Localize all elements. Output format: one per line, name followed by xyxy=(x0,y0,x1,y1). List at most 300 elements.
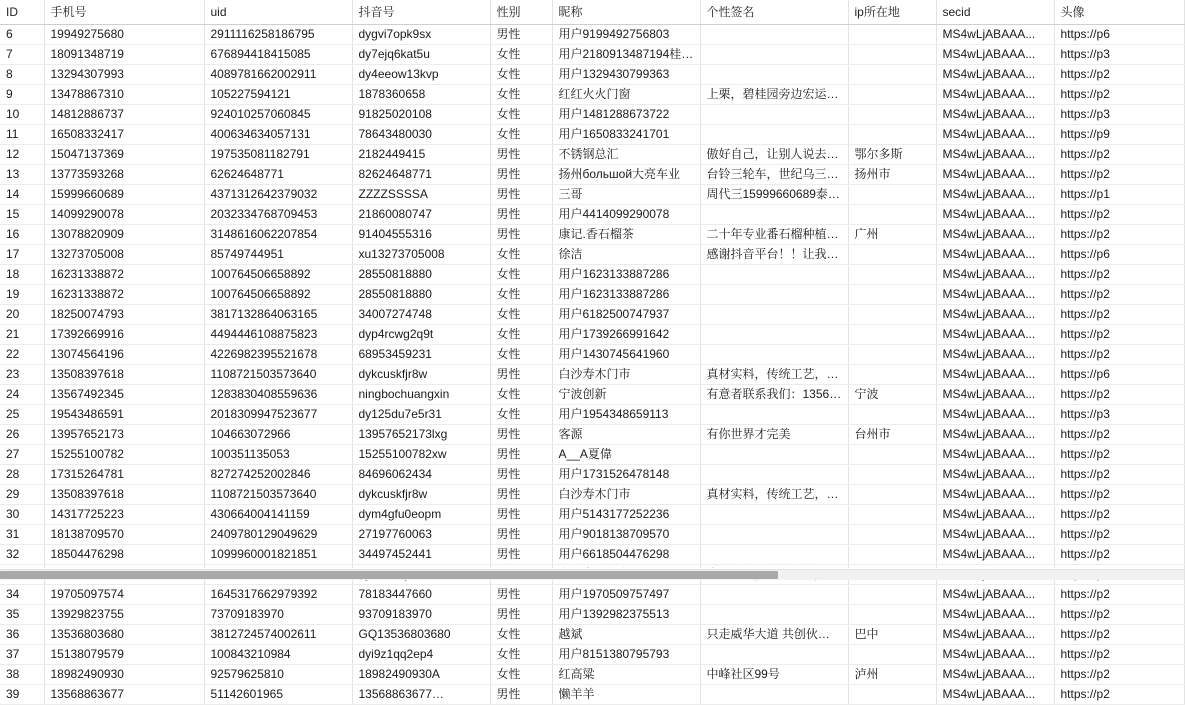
cell-sign[interactable]: 感谢抖音平台！！让我… xyxy=(700,245,848,265)
cell-douyin[interactable]: dygvi7opk9sx xyxy=(352,25,490,45)
cell-ip[interactable] xyxy=(848,205,936,225)
cell-avatar[interactable]: https://p6 xyxy=(1054,25,1184,45)
cell-gender[interactable]: 女性 xyxy=(490,85,552,105)
cell-ip[interactable]: 泸州 xyxy=(848,665,936,685)
horizontal-scrollbar-thumb[interactable] xyxy=(0,571,778,579)
table-row[interactable] xyxy=(0,685,1184,705)
cell-secid[interactable]: MS4wLjABAAA... xyxy=(936,265,1054,285)
cell-ip[interactable] xyxy=(848,65,936,85)
cell-secid[interactable]: MS4wLjABAAA... xyxy=(936,245,1054,265)
cell-nick[interactable]: 用户1392982375513 xyxy=(552,605,700,625)
cell-sign[interactable] xyxy=(700,405,848,425)
cell-nick[interactable]: 用户9199492756803 xyxy=(552,25,700,45)
cell-sign[interactable]: 真材实料，传统工艺，… xyxy=(700,485,848,505)
table-row[interactable] xyxy=(0,25,1184,45)
cell-secid[interactable]: MS4wLjABAAA... xyxy=(936,225,1054,245)
cell-avatar[interactable]: https://p3 xyxy=(1054,405,1184,425)
cell-uid[interactable]: 827274252002846 xyxy=(204,465,352,485)
cell-avatar[interactable]: https://p2 xyxy=(1054,605,1184,625)
cell-secid[interactable]: MS4wLjABAAA... xyxy=(936,405,1054,425)
cell-secid[interactable]: MS4wLjABAAA... xyxy=(936,525,1054,545)
cell-gender[interactable]: 男性 xyxy=(490,25,552,45)
cell-avatar[interactable]: https://p2 xyxy=(1054,225,1184,245)
column-header-uid[interactable]: uid xyxy=(204,0,352,25)
cell-id[interactable]: 14 xyxy=(0,185,44,205)
cell-secid[interactable]: MS4wLjABAAA... xyxy=(936,585,1054,605)
cell-gender[interactable]: 男性 xyxy=(490,445,552,465)
cell-nick[interactable]: 白沙寿木门市 xyxy=(552,365,700,385)
cell-avatar[interactable]: https://p2 xyxy=(1054,545,1184,565)
cell-nick[interactable]: 用户1731526478148 xyxy=(552,465,700,485)
cell-ip[interactable] xyxy=(848,125,936,145)
cell-nick[interactable]: 用户1430745641960 xyxy=(552,345,700,365)
cell-id[interactable]: 30 xyxy=(0,505,44,525)
table-row[interactable] xyxy=(0,605,1184,625)
cell-sign[interactable]: 周代三15999660689泰… xyxy=(700,185,848,205)
cell-secid[interactable]: MS4wLjABAAA... xyxy=(936,365,1054,385)
cell-nick[interactable]: 用户1954348659113 xyxy=(552,405,700,425)
cell-douyin[interactable]: 78643480030 xyxy=(352,125,490,145)
cell-douyin[interactable]: dykcuskfjr8w xyxy=(352,365,490,385)
cell-gender[interactable]: 男性 xyxy=(490,165,552,185)
cell-gender[interactable]: 男性 xyxy=(490,425,552,445)
cell-nick[interactable]: 用户5143177252236 xyxy=(552,505,700,525)
table-row[interactable] xyxy=(0,665,1184,685)
cell-uid[interactable]: 105227594121 xyxy=(204,85,352,105)
cell-gender[interactable]: 男性 xyxy=(490,545,552,565)
cell-uid[interactable]: 73709183970 xyxy=(204,605,352,625)
cell-douyin[interactable]: dym4gfu0eopm xyxy=(352,505,490,525)
cell-ip[interactable] xyxy=(848,485,936,505)
cell-douyin[interactable]: dyi9z1qq2ep4 xyxy=(352,645,490,665)
cell-douyin[interactable]: 84696062434 xyxy=(352,465,490,485)
cell-douyin[interactable]: dy4eeow13kvp xyxy=(352,65,490,85)
cell-gender[interactable]: 女性 xyxy=(490,625,552,645)
cell-douyin[interactable]: dy125du7e5r31 xyxy=(352,405,490,425)
cell-secid[interactable]: MS4wLjABAAA... xyxy=(936,205,1054,225)
cell-secid[interactable]: MS4wLjABAAA... xyxy=(936,665,1054,685)
cell-phone[interactable]: 13294307993 xyxy=(44,65,204,85)
cell-ip[interactable] xyxy=(848,585,936,605)
cell-uid[interactable]: 100764506658892 xyxy=(204,265,352,285)
cell-sign[interactable] xyxy=(700,45,848,65)
cell-phone[interactable]: 19949275680 xyxy=(44,25,204,45)
cell-avatar[interactable]: https://p2 xyxy=(1054,65,1184,85)
table-row[interactable] xyxy=(0,125,1184,145)
cell-gender[interactable]: 女性 xyxy=(490,305,552,325)
cell-ip[interactable] xyxy=(848,545,936,565)
cell-id[interactable]: 26 xyxy=(0,425,44,445)
cell-avatar[interactable]: https://p2 xyxy=(1054,525,1184,545)
horizontal-scrollbar[interactable] xyxy=(0,569,1184,580)
cell-phone[interactable]: 19543486591 xyxy=(44,405,204,425)
cell-ip[interactable] xyxy=(848,325,936,345)
cell-avatar[interactable]: https://p2 xyxy=(1054,85,1184,105)
cell-uid[interactable]: 1645317662979392 xyxy=(204,585,352,605)
cell-sign[interactable] xyxy=(700,265,848,285)
cell-phone[interactable]: 13929823755 xyxy=(44,605,204,625)
cell-ip[interactable] xyxy=(848,365,936,385)
cell-avatar[interactable]: https://p1 xyxy=(1054,185,1184,205)
cell-uid[interactable]: 924010257060845 xyxy=(204,105,352,125)
cell-douyin[interactable]: ningbochuangxin xyxy=(352,385,490,405)
column-header-ip[interactable]: ip所在地 xyxy=(848,0,936,25)
cell-gender[interactable]: 男性 xyxy=(490,365,552,385)
cell-id[interactable]: 7 xyxy=(0,45,44,65)
cell-douyin[interactable]: 27197760063 xyxy=(352,525,490,545)
cell-sign[interactable] xyxy=(700,105,848,125)
cell-douyin[interactable]: xu13273705008 xyxy=(352,245,490,265)
cell-ip[interactable]: 广州 xyxy=(848,225,936,245)
cell-sign[interactable]: 真材实料，传统工艺，… xyxy=(700,365,848,385)
cell-sign[interactable] xyxy=(700,645,848,665)
cell-id[interactable]: 17 xyxy=(0,245,44,265)
column-header-secid[interactable]: secid xyxy=(936,0,1054,25)
cell-nick[interactable]: 用户1650833241701 xyxy=(552,125,700,145)
cell-uid[interactable]: 400634634057131 xyxy=(204,125,352,145)
cell-douyin[interactable]: 13568863677… xyxy=(352,685,490,705)
cell-phone[interactable]: 16508332417 xyxy=(44,125,204,145)
column-header-gender[interactable]: 性别 xyxy=(490,0,552,25)
cell-gender[interactable]: 女性 xyxy=(490,385,552,405)
cell-id[interactable]: 36 xyxy=(0,625,44,645)
cell-id[interactable]: 27 xyxy=(0,445,44,465)
cell-phone[interactable]: 19705097574 xyxy=(44,585,204,605)
cell-phone[interactable]: 13536803680 xyxy=(44,625,204,645)
cell-sign[interactable]: 傲好自己，让别人说去… xyxy=(700,145,848,165)
cell-douyin[interactable]: 82624648771 xyxy=(352,165,490,185)
cell-nick[interactable]: 康记.香石榴茶 xyxy=(552,225,700,245)
cell-phone[interactable]: 18091348719 xyxy=(44,45,204,65)
table-row[interactable] xyxy=(0,105,1184,125)
table-row[interactable] xyxy=(0,145,1184,165)
cell-phone[interactable]: 13074564196 xyxy=(44,345,204,365)
cell-ip[interactable] xyxy=(848,305,936,325)
cell-sign[interactable] xyxy=(700,445,848,465)
cell-sign[interactable] xyxy=(700,125,848,145)
cell-ip[interactable] xyxy=(848,245,936,265)
cell-id[interactable]: 39 xyxy=(0,685,44,705)
column-header-nick[interactable]: 昵称 xyxy=(552,0,700,25)
cell-id[interactable]: 34 xyxy=(0,585,44,605)
cell-ip[interactable] xyxy=(848,105,936,125)
cell-uid[interactable]: 1108721503573640 xyxy=(204,485,352,505)
cell-secid[interactable]: MS4wLjABAAA... xyxy=(936,685,1054,705)
cell-sign[interactable] xyxy=(700,65,848,85)
cell-sign[interactable] xyxy=(700,685,848,705)
cell-douyin[interactable]: dyp4rcwg2q9t xyxy=(352,325,490,345)
table-row[interactable] xyxy=(0,525,1184,545)
cell-secid[interactable]: MS4wLjABAAA... xyxy=(936,125,1054,145)
cell-sign[interactable] xyxy=(700,525,848,545)
cell-sign[interactable] xyxy=(700,325,848,345)
cell-ip[interactable] xyxy=(848,25,936,45)
cell-nick[interactable]: 用户6618504476298 xyxy=(552,545,700,565)
cell-gender[interactable]: 女性 xyxy=(490,405,552,425)
table-row[interactable] xyxy=(0,65,1184,85)
cell-douyin[interactable]: 13957652173lxg xyxy=(352,425,490,445)
cell-phone[interactable]: 17315264781 xyxy=(44,465,204,485)
cell-avatar[interactable]: https://p2 xyxy=(1054,165,1184,185)
cell-nick[interactable]: 不锈钢总汇 xyxy=(552,145,700,165)
cell-secid[interactable]: MS4wLjABAAA... xyxy=(936,105,1054,125)
cell-sign[interactable] xyxy=(700,585,848,605)
cell-phone[interactable]: 13508397618 xyxy=(44,365,204,385)
cell-avatar[interactable]: https://p2 xyxy=(1054,625,1184,645)
cell-id[interactable]: 13 xyxy=(0,165,44,185)
cell-nick[interactable]: 用户1329430799363 xyxy=(552,65,700,85)
cell-nick[interactable]: 用户1623133887286 xyxy=(552,285,700,305)
cell-phone[interactable]: 13567492345 xyxy=(44,385,204,405)
cell-phone[interactable]: 17392669916 xyxy=(44,325,204,345)
cell-phone[interactable]: 14317725223 xyxy=(44,505,204,525)
cell-avatar[interactable]: https://p2 xyxy=(1054,685,1184,705)
cell-uid[interactable]: 2032334768709453 xyxy=(204,205,352,225)
cell-avatar[interactable]: https://p2 xyxy=(1054,285,1184,305)
table-row[interactable] xyxy=(0,185,1184,205)
cell-gender[interactable]: 女性 xyxy=(490,45,552,65)
cell-ip[interactable] xyxy=(848,525,936,545)
cell-douyin[interactable]: 15255100782xw xyxy=(352,445,490,465)
table-row[interactable] xyxy=(0,225,1184,245)
cell-douyin[interactable]: 93709183970 xyxy=(352,605,490,625)
cell-phone[interactable]: 18982490930 xyxy=(44,665,204,685)
cell-gender[interactable]: 女性 xyxy=(490,285,552,305)
cell-ip[interactable] xyxy=(848,645,936,665)
cell-ip[interactable]: 台州市 xyxy=(848,425,936,445)
table-row[interactable] xyxy=(0,285,1184,305)
table-row[interactable] xyxy=(0,325,1184,345)
cell-nick[interactable]: 用户1623133887286 xyxy=(552,265,700,285)
table-row[interactable] xyxy=(0,645,1184,665)
cell-phone[interactable]: 13568863677 xyxy=(44,685,204,705)
cell-uid[interactable]: 1099960001821851 xyxy=(204,545,352,565)
cell-uid[interactable]: 3817132864063165 xyxy=(204,305,352,325)
cell-ip[interactable] xyxy=(848,185,936,205)
cell-douyin[interactable]: 34007274748 xyxy=(352,305,490,325)
cell-avatar[interactable]: https://p2 xyxy=(1054,325,1184,345)
cell-sign[interactable]: 上栗，碧桂园旁边宏运… xyxy=(700,85,848,105)
cell-id[interactable]: 15 xyxy=(0,205,44,225)
cell-nick[interactable]: 越斌 xyxy=(552,625,700,645)
cell-douyin[interactable]: 34497452441 xyxy=(352,545,490,565)
cell-nick[interactable]: 宁波创新 xyxy=(552,385,700,405)
cell-ip[interactable]: 巴中 xyxy=(848,625,936,645)
cell-phone[interactable]: 15138079579 xyxy=(44,645,204,665)
cell-phone[interactable]: 13273705008 xyxy=(44,245,204,265)
cell-secid[interactable]: MS4wLjABAAA... xyxy=(936,45,1054,65)
cell-avatar[interactable]: https://p9 xyxy=(1054,125,1184,145)
cell-gender[interactable]: 女性 xyxy=(490,665,552,685)
cell-uid[interactable]: 1283830408559636 xyxy=(204,385,352,405)
cell-avatar[interactable]: https://p2 xyxy=(1054,645,1184,665)
table-row[interactable] xyxy=(0,245,1184,265)
cell-ip[interactable] xyxy=(848,465,936,485)
cell-ip[interactable] xyxy=(848,45,936,65)
table-row[interactable] xyxy=(0,205,1184,225)
cell-ip[interactable] xyxy=(848,445,936,465)
cell-phone[interactable]: 14099290078 xyxy=(44,205,204,225)
table-row[interactable] xyxy=(0,345,1184,365)
table-row[interactable] xyxy=(0,305,1184,325)
cell-nick[interactable]: 扬州большой大亮车业 xyxy=(552,165,700,185)
cell-id[interactable]: 9 xyxy=(0,85,44,105)
cell-uid[interactable]: 1108721503573640 xyxy=(204,365,352,385)
cell-secid[interactable]: MS4wLjABAAA... xyxy=(936,645,1054,665)
cell-ip[interactable] xyxy=(848,505,936,525)
cell-gender[interactable]: 女性 xyxy=(490,345,552,365)
cell-secid[interactable]: MS4wLjABAAA... xyxy=(936,185,1054,205)
cell-avatar[interactable]: https://p2 xyxy=(1054,345,1184,365)
table-row[interactable] xyxy=(0,165,1184,185)
cell-id[interactable]: 19 xyxy=(0,285,44,305)
cell-uid[interactable]: 92579625810 xyxy=(204,665,352,685)
cell-id[interactable]: 10 xyxy=(0,105,44,125)
cell-gender[interactable]: 男性 xyxy=(490,605,552,625)
cell-avatar[interactable]: https://p2 xyxy=(1054,665,1184,685)
cell-nick[interactable]: 用户6182500747937 xyxy=(552,305,700,325)
cell-ip[interactable] xyxy=(848,685,936,705)
table-row[interactable] xyxy=(0,405,1184,425)
cell-avatar[interactable]: https://p3 xyxy=(1054,105,1184,125)
cell-id[interactable]: 12 xyxy=(0,145,44,165)
table-row[interactable] xyxy=(0,365,1184,385)
cell-douyin[interactable]: dy7ejq6kat5u xyxy=(352,45,490,65)
cell-secid[interactable]: MS4wLjABAAA... xyxy=(936,545,1054,565)
cell-uid[interactable]: 62624648771 xyxy=(204,165,352,185)
cell-id[interactable]: 31 xyxy=(0,525,44,545)
cell-douyin[interactable]: 91825020108 xyxy=(352,105,490,125)
cell-phone[interactable]: 16231338872 xyxy=(44,285,204,305)
table-row[interactable] xyxy=(0,585,1184,605)
cell-douyin[interactable]: dykcuskfjr8w xyxy=(352,485,490,505)
cell-nick[interactable]: 用户1481288673722 xyxy=(552,105,700,125)
cell-phone[interactable]: 13078820909 xyxy=(44,225,204,245)
cell-douyin[interactable]: GQ13536803680 xyxy=(352,625,490,645)
cell-avatar[interactable]: https://p2 xyxy=(1054,465,1184,485)
table-row[interactable] xyxy=(0,505,1184,525)
cell-sign[interactable]: 有你世界才完美 xyxy=(700,425,848,445)
cell-nick[interactable]: 用户9018138709570 xyxy=(552,525,700,545)
cell-phone[interactable]: 18250074793 xyxy=(44,305,204,325)
cell-id[interactable]: 6 xyxy=(0,25,44,45)
cell-uid[interactable]: 4226982395521678 xyxy=(204,345,352,365)
cell-avatar[interactable]: https://p2 xyxy=(1054,385,1184,405)
cell-phone[interactable]: 16231338872 xyxy=(44,265,204,285)
cell-uid[interactable]: 2911116258186795 xyxy=(204,25,352,45)
cell-avatar[interactable]: https://p2 xyxy=(1054,425,1184,445)
cell-sign[interactable]: 只走威华大道 共创伙… xyxy=(700,625,848,645)
cell-gender[interactable]: 女性 xyxy=(490,125,552,145)
cell-ip[interactable] xyxy=(848,265,936,285)
cell-id[interactable]: 23 xyxy=(0,365,44,385)
cell-uid[interactable]: 100843210984 xyxy=(204,645,352,665)
cell-id[interactable]: 35 xyxy=(0,605,44,625)
cell-avatar[interactable]: https://p2 xyxy=(1054,585,1184,605)
cell-secid[interactable]: MS4wLjABAAA... xyxy=(936,445,1054,465)
column-header-avatar[interactable]: 头像 xyxy=(1054,0,1184,25)
cell-nick[interactable]: 用户1739266991642 xyxy=(552,325,700,345)
cell-id[interactable]: 25 xyxy=(0,405,44,425)
cell-id[interactable]: 8 xyxy=(0,65,44,85)
cell-id[interactable]: 37 xyxy=(0,645,44,665)
cell-gender[interactable]: 男性 xyxy=(490,485,552,505)
cell-sign[interactable] xyxy=(700,465,848,485)
cell-uid[interactable]: 2018309947523677 xyxy=(204,405,352,425)
cell-secid[interactable]: MS4wLjABAAA... xyxy=(936,485,1054,505)
cell-sign[interactable]: 台铃三轮车，世纪乌三… xyxy=(700,165,848,185)
cell-douyin[interactable]: ZZZZSSSSA xyxy=(352,185,490,205)
cell-sign[interactable] xyxy=(700,285,848,305)
cell-sign[interactable]: 有意者联系我们：1356… xyxy=(700,385,848,405)
cell-uid[interactable]: 676894418415085 xyxy=(204,45,352,65)
table-row[interactable] xyxy=(0,465,1184,485)
cell-sign[interactable]: 中峰社区99号 xyxy=(700,665,848,685)
cell-uid[interactable]: 430664004141159 xyxy=(204,505,352,525)
cell-douyin[interactable]: 91404555316 xyxy=(352,225,490,245)
cell-uid[interactable]: 3148616062207854 xyxy=(204,225,352,245)
cell-secid[interactable]: MS4wLjABAAA... xyxy=(936,65,1054,85)
cell-nick[interactable]: A__A夏偉 xyxy=(552,445,700,465)
cell-uid[interactable]: 197535081182791 xyxy=(204,145,352,165)
cell-id[interactable]: 11 xyxy=(0,125,44,145)
cell-sign[interactable] xyxy=(700,545,848,565)
cell-avatar[interactable]: https://p2 xyxy=(1054,305,1184,325)
cell-nick[interactable]: 懒羊羊 xyxy=(552,685,700,705)
cell-uid[interactable]: 3812724574002611 xyxy=(204,625,352,645)
cell-gender[interactable]: 男性 xyxy=(490,685,552,705)
cell-avatar[interactable]: https://p2 xyxy=(1054,205,1184,225)
cell-nick[interactable]: 客源 xyxy=(552,425,700,445)
cell-ip[interactable] xyxy=(848,405,936,425)
cell-gender[interactable]: 女性 xyxy=(490,105,552,125)
cell-uid[interactable]: 85749744951 xyxy=(204,245,352,265)
cell-avatar[interactable]: https://p2 xyxy=(1054,145,1184,165)
cell-ip[interactable]: 宁波 xyxy=(848,385,936,405)
cell-gender[interactable]: 女性 xyxy=(490,265,552,285)
cell-ip[interactable] xyxy=(848,85,936,105)
cell-secid[interactable]: MS4wLjABAAA... xyxy=(936,145,1054,165)
cell-gender[interactable]: 女性 xyxy=(490,645,552,665)
cell-gender[interactable]: 男性 xyxy=(490,585,552,605)
cell-id[interactable]: 22 xyxy=(0,345,44,365)
cell-avatar[interactable]: https://p2 xyxy=(1054,505,1184,525)
cell-uid[interactable]: 4494446108875823 xyxy=(204,325,352,345)
cell-sign[interactable] xyxy=(700,305,848,325)
cell-uid[interactable]: 2409780129049629 xyxy=(204,525,352,545)
cell-id[interactable]: 18 xyxy=(0,265,44,285)
cell-uid[interactable]: 100351135053 xyxy=(204,445,352,465)
cell-secid[interactable]: MS4wLjABAAA... xyxy=(936,425,1054,445)
cell-secid[interactable]: MS4wLjABAAA... xyxy=(936,605,1054,625)
table-row[interactable] xyxy=(0,85,1184,105)
cell-gender[interactable]: 女性 xyxy=(490,325,552,345)
table-row[interactable] xyxy=(0,625,1184,645)
cell-douyin[interactable]: 78183447660 xyxy=(352,585,490,605)
cell-sign[interactable]: 二十年专业番石榴种植… xyxy=(700,225,848,245)
column-header-douyin[interactable]: 抖音号 xyxy=(352,0,490,25)
cell-secid[interactable]: MS4wLjABAAA... xyxy=(936,345,1054,365)
cell-id[interactable]: 29 xyxy=(0,485,44,505)
cell-douyin[interactable]: 68953459231 xyxy=(352,345,490,365)
cell-phone[interactable]: 15047137369 xyxy=(44,145,204,165)
cell-douyin[interactable]: 28550818880 xyxy=(352,265,490,285)
column-header-sign[interactable]: 个性签名 xyxy=(700,0,848,25)
cell-gender[interactable]: 男性 xyxy=(490,505,552,525)
cell-sign[interactable] xyxy=(700,505,848,525)
cell-gender[interactable]: 男性 xyxy=(490,525,552,545)
table-row[interactable] xyxy=(0,425,1184,445)
